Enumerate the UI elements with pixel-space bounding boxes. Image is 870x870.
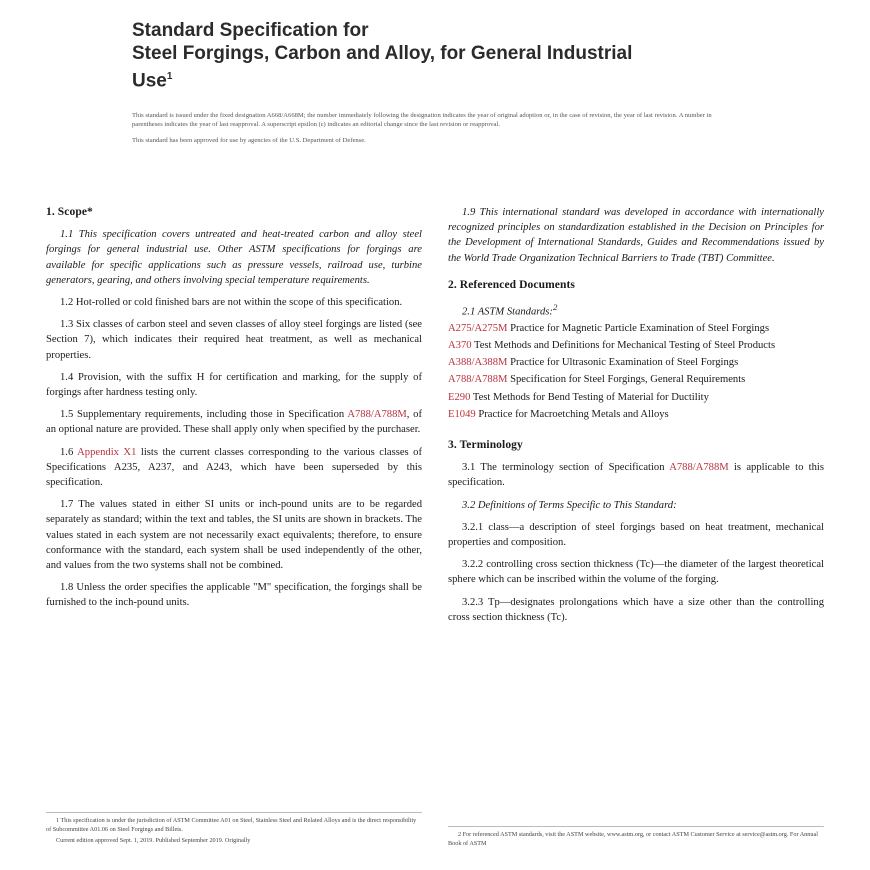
title-line-2: Steel Forgings, Carbon and Alloy, for General Industrial bbox=[132, 43, 633, 64]
para-3-2-3: 3.2.3 Tp—designates prolongations which have a size other than the controlling cross section thickness (Tc). bbox=[448, 596, 824, 623]
para-1-3: 1.3 Six classes of carbon steel and seven classes of alloy steel forgings are listed (see Section 7), which indicates their required heat treatment, as well as mechanical properties. bbox=[46, 319, 422, 361]
link-e1049[interactable]: E1049 bbox=[448, 408, 476, 420]
references-heading: 2. Referenced Documents bbox=[448, 278, 575, 291]
designation-note: This standard is issued under the fixed designation A668/A668M; the number immediately following the designation indicates the year of original adoption or, in the case of revision, the year of last revision. A number in parentheses indicates the year of last reapproval. A superscript epsilon (ε) indicates an editorial change since the last revision or reapproval. bbox=[132, 112, 712, 128]
footnotes-left bbox=[46, 812, 422, 849]
approval-note: This standard has been approved for use by agencies of the U.S. Department of Defense. bbox=[132, 137, 366, 144]
link-appendix-x1[interactable]: Appendix X1 bbox=[77, 446, 137, 458]
para-1-1: 1.1 This specification covers untreated and heat-treated carbon and alloy steel forgings for general industrial use. Other ASTM specifications for forgings are available for specific applications such as pressure vessels, railroad use, turbine generators, gearing, and others involving special temperature requirements. bbox=[46, 229, 422, 286]
para-1-6: 1.6 Appendix X1 lists the current classes corresponding to the various classes of Specifications A235, A237, and A243, which have been superseded by this specification. bbox=[46, 446, 422, 489]
reference-list bbox=[448, 321, 824, 422]
right-column bbox=[448, 205, 824, 632]
link-a788-terminology[interactable]: A788/A788M bbox=[669, 462, 729, 474]
para-3-2: 3.2 Definitions of Terms Specific to This Standard: bbox=[462, 499, 677, 511]
title-line-1: Standard Specification for bbox=[132, 20, 369, 41]
footnotes-right bbox=[448, 826, 824, 851]
reference-item: A275/A275M Practice for Magnetic Particle Examination of Steel Forgings bbox=[448, 322, 770, 334]
footnote-edition: Current edition approved Sept. 1, 2019. Published September 2019. Originally bbox=[56, 837, 251, 845]
link-a370[interactable]: A370 bbox=[448, 339, 472, 351]
document-title bbox=[132, 20, 772, 92]
footnote-2: 2 For referenced ASTM standards, visit the ASTM website, www.astm.org, or contact ASTM Customer Service at service@astm.org. For Annual Book of ASTM bbox=[448, 831, 818, 847]
para-1-7: 1.7 The values stated in either SI units or inch-pound units are to be regarded separately as standard; within the text and tables, the SI units are shown in brackets. The values stated in each system are not necessarily exact equivalents; therefore, to ensure conformance with the standard, each system shall be used independently of the other, and values from the two systems shall not be combined. bbox=[46, 499, 422, 572]
link-a788[interactable]: A788/A788M bbox=[347, 409, 407, 421]
footnote-1: 1 This specification is under the jurisdiction of ASTM Committee A01 on Steel, Stainless Steel and Related Alloys and is the direct responsibility of Subcommittee A01.06 on Steel Forgings and Billets. bbox=[46, 817, 417, 833]
para-1-4: 1.4 Provision, with the suffix H for certification and marking, for the supply of forgings after hardness testing only. bbox=[46, 371, 422, 399]
reference-item: A370 Test Methods and Definitions for Mechanical Testing of Steel Products bbox=[448, 339, 776, 351]
reference-item: E290 Test Methods for Bend Testing of Material for Ductility bbox=[448, 391, 709, 403]
para-1-9: 1.9 This international standard was developed in accordance with internationally recognized principles on standardization established in the Decision on Principles for the Development of International Standards, Guides and Recommendations issued by the World Trade Organization Technical Barriers to Trade (TBT) Committee. bbox=[448, 207, 824, 264]
title-line-3: Use$^1$ bbox=[132, 70, 173, 92]
para-1-5: 1.5 Supplementary requirements, including those in Specification A788/A788M, of an optional nature are provided. These shall apply only when specified by the purchaser. bbox=[46, 409, 422, 436]
terminology-heading: 3. Terminology bbox=[448, 438, 523, 451]
para-3-2-1: 3.2.1 class—a description of steel forgings based on heat treatment, mechanical properties and composition. bbox=[448, 521, 824, 548]
link-a388[interactable]: A388/A388M bbox=[448, 357, 508, 369]
link-a275[interactable]: A275/A275M bbox=[448, 322, 508, 334]
title-footnote-mark: 1 bbox=[166, 71, 173, 82]
left-column bbox=[46, 205, 422, 618]
para-3-2-2: 3.2.2 controlling cross section thickness (Tc)—the diameter of the largest theoretical sphere which can be inscribed within the volume of the forging. bbox=[448, 559, 824, 586]
para-1-2: 1.2 Hot-rolled or cold finished bars are not within the scope of this specification. bbox=[60, 297, 403, 309]
para-1-8: 1.8 Unless the order specifies the applicable "M" specification, the forgings shall be furnished to the inch-pound units. bbox=[46, 582, 422, 609]
astm-standards-label: 2.1 ASTM Standards:$^2$ bbox=[462, 302, 558, 318]
reference-item: A388/A388M Practice for Ultrasonic Examination of Steel Forgings bbox=[448, 357, 739, 369]
scope-heading: 1. Scope* bbox=[46, 206, 93, 218]
reference-item: E1049 Practice for Macroetching Metals and Alloys bbox=[448, 408, 669, 420]
para-3-1: 3.1 The terminology section of Specification A788/A788M is applicable to this specification. bbox=[448, 462, 824, 489]
link-a788-ref[interactable]: A788/A788M bbox=[448, 374, 508, 386]
reference-item: A788/A788M Specification for Steel Forgings, General Requirements bbox=[448, 374, 746, 386]
link-e290[interactable]: E290 bbox=[448, 391, 471, 403]
standard-notes bbox=[132, 111, 732, 152]
